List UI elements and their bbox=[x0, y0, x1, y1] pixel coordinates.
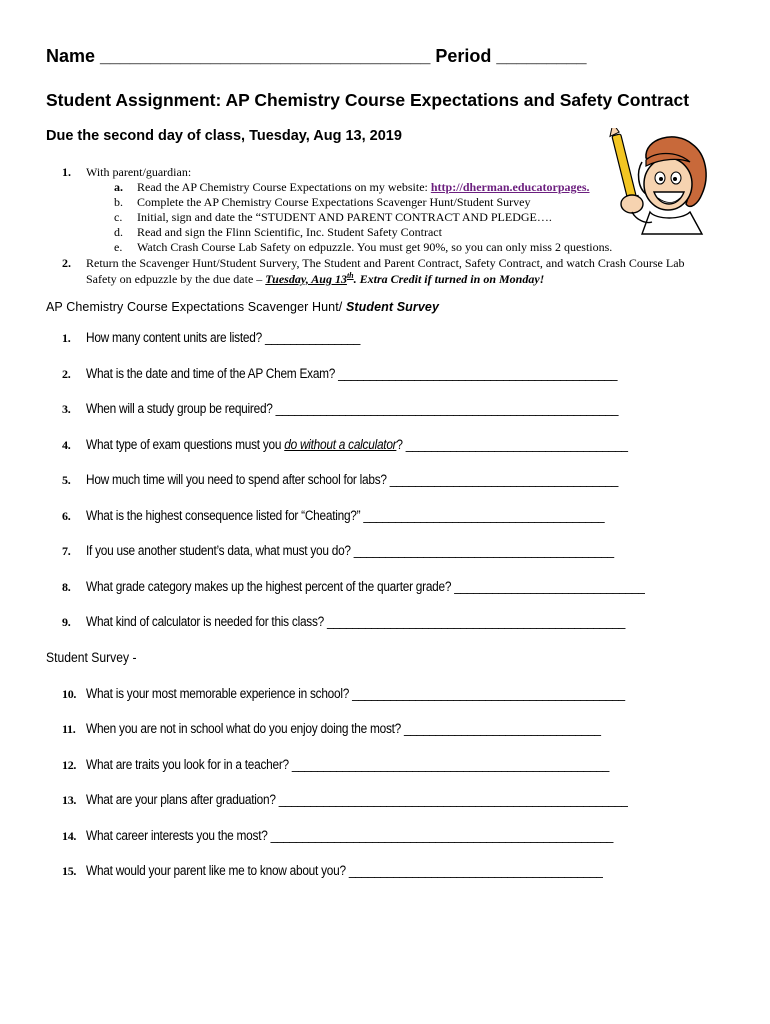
student-survey-heading: Student Survey - bbox=[46, 650, 137, 665]
extra-credit-note: . Extra Credit if turned in on Monday! bbox=[353, 272, 545, 286]
sub-text: Read the AP Chemistry Course Expectations on my website: bbox=[137, 180, 431, 194]
question-13[interactable]: 13. What are your plans after graduation? _______________________________________________________ bbox=[62, 792, 628, 807]
sub-item-a bbox=[114, 180, 590, 195]
due-date-suffix: th bbox=[346, 271, 354, 280]
hunt-title-text: AP Chemistry Course Expectations Scavenger Hunt/ bbox=[46, 300, 343, 314]
name-period-line: Name _________________________________ Period _________ bbox=[46, 46, 587, 66]
question-12[interactable]: 12. What are traits you look for in a teacher? __________________________________________________ bbox=[62, 757, 610, 772]
question-4[interactable]: 4. What type of exam questions must you do without a calculator? ___________________________________ bbox=[62, 437, 628, 452]
sub-item-e bbox=[114, 240, 613, 255]
calculator-emphasis: do without a calculator bbox=[284, 437, 397, 452]
sub-letter: b. bbox=[114, 195, 123, 209]
sub-text: Read and sign the Flinn Scientific, Inc. Student Safety Contract bbox=[137, 225, 442, 239]
question-14[interactable]: 14. What career interests you the most? ______________________________________________________ bbox=[62, 828, 614, 843]
instruction-item-2-line2 bbox=[86, 271, 544, 287]
question-5[interactable]: 5. How much time will you need to spend after school for labs? ____________________________________ bbox=[62, 472, 619, 487]
hunt-title-emphasis: Student Survey bbox=[342, 300, 440, 314]
instruction-item-1 bbox=[62, 165, 192, 180]
instruction-text: Return the Scavenger Hunt/Student Survery, The Student and Parent Contract, Safety Contract, and watch Crash Course Lab bbox=[86, 256, 685, 270]
question-10[interactable]: 10. What is your most memorable experience in school? ___________________________________________ bbox=[62, 686, 625, 701]
cartoon-student-with-pencil-icon bbox=[606, 128, 712, 236]
sub-item-b bbox=[114, 195, 531, 210]
instruction-text: With parent/guardian: bbox=[86, 165, 192, 179]
scavenger-hunt-title bbox=[46, 300, 439, 314]
due-date: Due the second day of class, Tuesday, Aug 13, 2019 bbox=[46, 128, 402, 144]
sub-text: Watch Crash Course Lab Safety on edpuzzle. You must get 90%, so you can only miss 2 questions. bbox=[137, 240, 613, 254]
website-link[interactable]: http://dherman.educatorpages. bbox=[430, 180, 590, 194]
sub-letter: e. bbox=[114, 240, 123, 254]
assignment-title: Student Assignment: AP Chemistry Course Expectations and Safety Contract bbox=[46, 90, 690, 110]
question-3[interactable]: 3. When will a study group be required? ______________________________________________________ bbox=[62, 401, 619, 416]
sub-text: Complete the AP Chemistry Course Expectations Scavenger Hunt/Student Survey bbox=[137, 195, 531, 209]
question-6[interactable]: 6. What is the highest consequence listed for “Cheating?” ______________________________________ bbox=[62, 508, 605, 523]
sub-item-d bbox=[114, 225, 442, 240]
item-number: 2. bbox=[62, 256, 71, 270]
due-date-emphasis: Tuesday, Aug 13 bbox=[265, 272, 347, 286]
question-7[interactable]: 7. If you use another student’s data, what must you do? _________________________________________ bbox=[62, 543, 614, 558]
sub-text: Initial, sign and date the “STUDENT AND PARENT CONTRACT AND PLEDGE…. bbox=[137, 210, 552, 224]
question-1[interactable]: 1. How many content units are listed? _______________ bbox=[62, 330, 361, 345]
instruction-item-2 bbox=[62, 256, 685, 271]
sub-letter: c. bbox=[114, 210, 123, 224]
sub-item-c bbox=[114, 210, 552, 225]
question-15[interactable]: 15. What would your parent like me to know about you? ________________________________________ bbox=[62, 863, 603, 878]
item-number: 1. bbox=[62, 165, 71, 179]
instruction-text: Safety on edpuzzle by the due date – bbox=[86, 272, 266, 286]
sub-letter: a. bbox=[114, 180, 123, 194]
question-2[interactable]: 2. What is the date and time of the AP Chem Exam? ____________________________________________ bbox=[62, 366, 618, 381]
sub-letter: d. bbox=[114, 225, 123, 239]
question-9[interactable]: 9. What kind of calculator is needed for this class? _______________________________________________ bbox=[62, 614, 626, 629]
question-11[interactable]: 11. When you are not in school what do you enjoy doing the most? _______________________________ bbox=[62, 721, 601, 736]
question-8[interactable]: 8. What grade category makes up the highest percent of the quarter grade? ______________________________ bbox=[62, 579, 645, 594]
